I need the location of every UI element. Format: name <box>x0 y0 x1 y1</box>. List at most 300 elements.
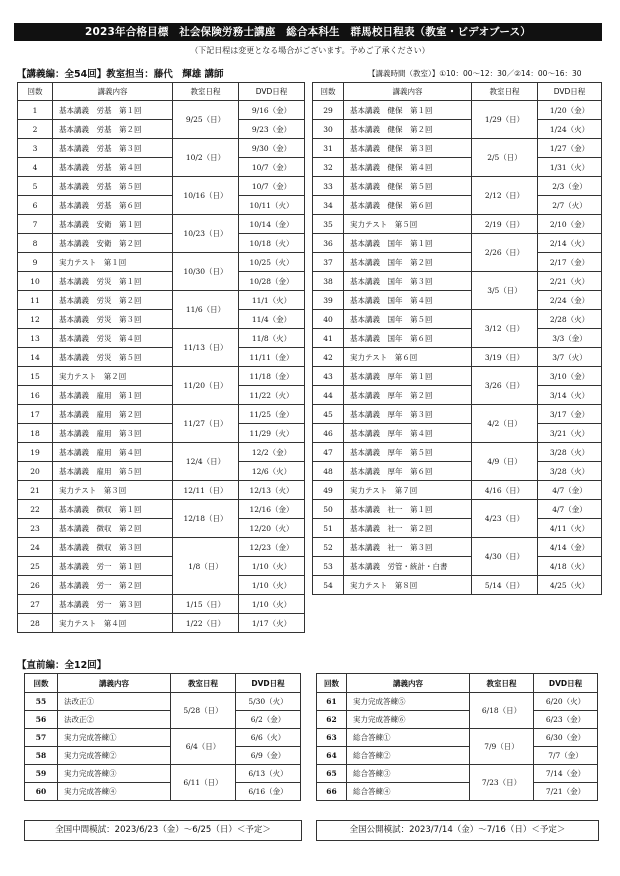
session-number: 58 <box>25 747 58 765</box>
session-number: 38 <box>313 272 344 291</box>
session-number: 33 <box>313 177 344 196</box>
session-number: 52 <box>313 538 344 557</box>
schedule-row <box>18 253 305 272</box>
dvd-date: 12/6（火） <box>239 462 305 481</box>
header-dvd-date: DVD日程 <box>534 674 598 693</box>
lecture-content: 基本講義 雇用 第５回 <box>53 462 173 481</box>
dvd-date: 1/31（火） <box>538 158 602 177</box>
header-number: 回数 <box>317 674 347 693</box>
schedule-row <box>18 595 305 614</box>
session-number: 47 <box>313 443 344 462</box>
dvd-date: 9/23（金） <box>239 120 305 139</box>
schedule-row <box>313 101 602 120</box>
session-number: 51 <box>313 519 344 538</box>
lecture-content: 実力テスト 第７回 <box>344 481 472 500</box>
dvd-date: 11/1（火） <box>239 291 305 310</box>
session-number: 40 <box>313 310 344 329</box>
schedule-row <box>313 272 602 291</box>
session-number: 46 <box>313 424 344 443</box>
dvd-date: 6/30（金） <box>534 729 598 747</box>
dvd-date: 10/18（火） <box>239 234 305 253</box>
session-number: 55 <box>25 693 58 711</box>
dvd-date: 11/18（金） <box>239 367 305 386</box>
schedule-row <box>18 196 305 215</box>
lecture-content: 基本講義 国年 第４回 <box>344 291 472 310</box>
dvd-date: 3/28（火） <box>538 443 602 462</box>
classroom-date: 5/14（日） <box>472 576 538 595</box>
session-number: 28 <box>18 614 53 633</box>
dvd-date: 11/8（火） <box>239 329 305 348</box>
session-number: 59 <box>25 765 58 783</box>
schedule-row <box>313 310 602 329</box>
dvd-date: 6/9（金） <box>236 747 301 765</box>
classroom-date: 10/30（日） <box>173 253 239 291</box>
pre-exam-table-right <box>316 673 598 801</box>
dvd-date: 12/16（金） <box>239 500 305 519</box>
lecture-content: 基本講義 労基 第４回 <box>53 158 173 177</box>
dvd-date: 10/28（金） <box>239 272 305 291</box>
schedule-row <box>313 196 602 215</box>
session-number: 29 <box>313 101 344 120</box>
schedule-row <box>18 348 305 367</box>
header-dvd-date: DVD日程 <box>236 674 301 693</box>
session-number: 32 <box>313 158 344 177</box>
dvd-date: 1/17（火） <box>239 614 305 633</box>
schedule-row <box>313 367 602 386</box>
page-title: 2023年合格目標 社会保険労務士講座 総合本科生 群馬校日程表（教室・ビデオブース） <box>14 23 602 41</box>
lecture-content: 実力完成答練⑤ <box>347 693 470 711</box>
dvd-date: 12/2（金） <box>239 443 305 462</box>
schedule-row <box>18 462 305 481</box>
session-number: 11 <box>18 291 53 310</box>
schedule-row <box>25 747 301 765</box>
schedule-row <box>18 272 305 291</box>
classroom-date: 12/11（日） <box>173 481 239 500</box>
dvd-date: 3/14（火） <box>538 386 602 405</box>
session-number: 26 <box>18 576 53 595</box>
schedule-row <box>18 329 305 348</box>
classroom-date: 7/9（日） <box>470 729 534 765</box>
lecture-content: 基本講義 雇用 第３回 <box>53 424 173 443</box>
lecture-content: 基本講義 国年 第５回 <box>344 310 472 329</box>
session-number: 50 <box>313 500 344 519</box>
dvd-date: 3/3（金） <box>538 329 602 348</box>
schedule-row <box>313 158 602 177</box>
lecture-content: 基本講義 雇用 第４回 <box>53 443 173 462</box>
schedule-row <box>313 557 602 576</box>
classroom-date: 5/28（日） <box>171 693 236 729</box>
lecture-content: 基本講義 労一 第１回 <box>53 557 173 576</box>
lecture-content: 基本講義 労災 第２回 <box>53 291 173 310</box>
classroom-date: 11/13（日） <box>173 329 239 367</box>
session-number: 61 <box>317 693 347 711</box>
classroom-date: 3/5（日） <box>472 272 538 310</box>
pre-exam-section-heading: 【直前編：全12回】 <box>17 660 107 671</box>
lecture-content: 実力完成答練③ <box>58 765 171 783</box>
session-number: 1 <box>18 101 53 120</box>
schedule-row <box>313 405 602 424</box>
lecture-content: 基本講義 労基 第２回 <box>53 120 173 139</box>
dvd-date: 4/7（金） <box>538 500 602 519</box>
dvd-date: 4/11（火） <box>538 519 602 538</box>
schedule-row <box>25 729 301 747</box>
session-number: 8 <box>18 234 53 253</box>
session-number: 10 <box>18 272 53 291</box>
dvd-date: 12/20（火） <box>239 519 305 538</box>
lecture-content: 基本講義 徴収 第３回 <box>53 538 173 557</box>
schedule-row <box>317 711 598 729</box>
header-classroom-date: 教室日程 <box>173 83 239 101</box>
dvd-date: 4/7（金） <box>538 481 602 500</box>
dvd-date: 3/7（火） <box>538 348 602 367</box>
session-number: 25 <box>18 557 53 576</box>
session-number: 48 <box>313 462 344 481</box>
classroom-date: 12/18（日） <box>173 500 239 538</box>
classroom-date: 4/16（日） <box>472 481 538 500</box>
schedule-row <box>313 424 602 443</box>
header-number: 回数 <box>25 674 58 693</box>
lecture-content: 基本講義 健保 第６回 <box>344 196 472 215</box>
national-midterm-mock-exam: 全国中間模試：2023/6/23（金）～6/25（日）＜予定＞ <box>24 820 302 841</box>
lecture-content: 実力完成答練⑥ <box>347 711 470 729</box>
dvd-date: 9/30（金） <box>239 139 305 158</box>
schedule-row <box>18 215 305 234</box>
session-number: 66 <box>317 783 347 801</box>
schedule-row <box>18 538 305 557</box>
session-number: 53 <box>313 557 344 576</box>
header-content: 講義内容 <box>347 674 470 693</box>
schedule-row <box>18 177 305 196</box>
schedule-row <box>18 405 305 424</box>
lecture-content: 基本講義 雇用 第２回 <box>53 405 173 424</box>
session-number: 41 <box>313 329 344 348</box>
header-classroom-date: 教室日程 <box>472 83 538 101</box>
schedule-row <box>313 329 602 348</box>
dvd-date: 1/10（火） <box>239 595 305 614</box>
classroom-date: 2/26（日） <box>472 234 538 272</box>
lecture-content: 実力完成答練① <box>58 729 171 747</box>
schedule-row <box>313 538 602 557</box>
dvd-date: 10/14（金） <box>239 215 305 234</box>
lecture-content: 基本講義 徴収 第１回 <box>53 500 173 519</box>
dvd-date: 9/16（金） <box>239 101 305 120</box>
dvd-date: 3/17（金） <box>538 405 602 424</box>
dvd-date: 11/4（金） <box>239 310 305 329</box>
schedule-row <box>18 367 305 386</box>
lecture-content: 基本講義 国年 第２回 <box>344 253 472 272</box>
national-public-mock-exam: 全国公開模試：2023/7/14（金）～7/16（日）＜予定＞ <box>316 820 599 841</box>
schedule-row <box>313 253 602 272</box>
dvd-date: 6/16（金） <box>236 783 301 801</box>
session-number: 21 <box>18 481 53 500</box>
session-number: 34 <box>313 196 344 215</box>
session-number: 5 <box>18 177 53 196</box>
classroom-date: 11/6（日） <box>173 291 239 329</box>
dvd-date: 1/20（金） <box>538 101 602 120</box>
schedule-row <box>18 120 305 139</box>
lecture-content: 基本講義 社一 第２回 <box>344 519 472 538</box>
schedule-row <box>313 500 602 519</box>
schedule-row <box>313 443 602 462</box>
session-number: 39 <box>313 291 344 310</box>
classroom-date: 4/2（日） <box>472 405 538 443</box>
classroom-date: 6/4（日） <box>171 729 236 765</box>
schedule-row <box>18 139 305 158</box>
lecture-content: 基本講義 健保 第２回 <box>344 120 472 139</box>
schedule-row <box>18 424 305 443</box>
header-content: 講義内容 <box>58 674 171 693</box>
session-number: 56 <box>25 711 58 729</box>
session-number: 65 <box>317 765 347 783</box>
lecture-content: 基本講義 国年 第３回 <box>344 272 472 291</box>
classroom-date: 2/19（日） <box>472 215 538 234</box>
dvd-date: 6/20（火） <box>534 693 598 711</box>
session-number: 9 <box>18 253 53 272</box>
lecture-content: 法改正② <box>58 711 171 729</box>
schedule-row <box>317 729 598 747</box>
dvd-date: 6/13（火） <box>236 765 301 783</box>
schedule-row <box>18 443 305 462</box>
classroom-date: 1/8（日） <box>173 538 239 595</box>
schedule-row <box>317 747 598 765</box>
lecture-content: 基本講義 労災 第３回 <box>53 310 173 329</box>
lecture-content: 基本講義 国年 第１回 <box>344 234 472 253</box>
session-number: 18 <box>18 424 53 443</box>
schedule-row <box>18 158 305 177</box>
classroom-date: 11/20（日） <box>173 367 239 405</box>
dvd-date: 2/24（金） <box>538 291 602 310</box>
classroom-date: 6/18（日） <box>470 693 534 729</box>
dvd-date: 4/25（火） <box>538 576 602 595</box>
header-number: 回数 <box>313 83 344 101</box>
lecture-content: 基本講義 健保 第４回 <box>344 158 472 177</box>
lecture-content: 基本講義 厚年 第１回 <box>344 367 472 386</box>
session-number: 63 <box>317 729 347 747</box>
schedule-row <box>18 310 305 329</box>
dvd-date: 6/6（火） <box>236 729 301 747</box>
classroom-date: 10/2（日） <box>173 139 239 177</box>
lecture-content: 基本講義 労災 第５回 <box>53 348 173 367</box>
dvd-date: 2/7（火） <box>538 196 602 215</box>
schedule-row <box>18 519 305 538</box>
lecture-content: 基本講義 徴収 第２回 <box>53 519 173 538</box>
dvd-date: 2/17（金） <box>538 253 602 272</box>
session-number: 19 <box>18 443 53 462</box>
dvd-date: 5/30（火） <box>236 693 301 711</box>
lecture-content: 基本講義 労基 第３回 <box>53 139 173 158</box>
dvd-date: 10/7（金） <box>239 177 305 196</box>
lecture-content: 実力テスト 第３回 <box>53 481 173 500</box>
header-dvd-date: DVD日程 <box>239 83 305 101</box>
schedule-row <box>317 765 598 783</box>
lecture-content: 実力テスト 第５回 <box>344 215 472 234</box>
lecture-content: 基本講義 労一 第３回 <box>53 595 173 614</box>
schedule-row <box>18 234 305 253</box>
header-classroom-date: 教室日程 <box>171 674 236 693</box>
dvd-date: 4/14（金） <box>538 538 602 557</box>
lecture-content: 基本講義 労災 第４回 <box>53 329 173 348</box>
session-number: 36 <box>313 234 344 253</box>
dvd-date: 1/24（火） <box>538 120 602 139</box>
schedule-row <box>313 139 602 158</box>
session-number: 16 <box>18 386 53 405</box>
lecture-time-note: 【講義時間（教室）】①10：00～12：30／②14：00～16：30 <box>368 69 582 78</box>
classroom-date: 6/11（日） <box>171 765 236 801</box>
lecture-content: 基本講義 安衛 第１回 <box>53 215 173 234</box>
schedule-row <box>25 783 301 801</box>
session-number: 23 <box>18 519 53 538</box>
dvd-date: 10/11（火） <box>239 196 305 215</box>
session-number: 35 <box>313 215 344 234</box>
lecture-content: 基本講義 健保 第５回 <box>344 177 472 196</box>
header-content: 講義内容 <box>344 83 472 101</box>
dvd-date: 10/25（火） <box>239 253 305 272</box>
lecture-content: 実力テスト 第４回 <box>53 614 173 633</box>
dvd-date: 2/21（火） <box>538 272 602 291</box>
session-number: 2 <box>18 120 53 139</box>
dvd-date: 2/14（火） <box>538 234 602 253</box>
lecture-content: 実力テスト 第６回 <box>344 348 472 367</box>
dvd-date: 11/22（火） <box>239 386 305 405</box>
dvd-date: 7/7（金） <box>534 747 598 765</box>
schedule-row <box>313 291 602 310</box>
classroom-date: 2/5（日） <box>472 139 538 177</box>
lecture-content: 基本講義 健保 第１回 <box>344 101 472 120</box>
session-number: 13 <box>18 329 53 348</box>
schedule-row <box>18 614 305 633</box>
lecture-content: 実力完成答練④ <box>58 783 171 801</box>
lecture-content: 実力テスト 第８回 <box>344 576 472 595</box>
dvd-date: 11/29（火） <box>239 424 305 443</box>
classroom-date: 11/27（日） <box>173 405 239 443</box>
dvd-date: 3/21（火） <box>538 424 602 443</box>
header-number: 回数 <box>18 83 53 101</box>
dvd-date: 3/28（火） <box>538 462 602 481</box>
lecture-content: 基本講義 国年 第６回 <box>344 329 472 348</box>
classroom-date: 3/12（日） <box>472 310 538 348</box>
lecture-content: 総合答練② <box>347 747 470 765</box>
lecture-content: 総合答練④ <box>347 783 470 801</box>
dvd-date: 2/3（金） <box>538 177 602 196</box>
session-number: 42 <box>313 348 344 367</box>
dvd-date: 11/11（金） <box>239 348 305 367</box>
session-number: 3 <box>18 139 53 158</box>
lecture-schedule-table-right <box>312 82 602 595</box>
classroom-date: 1/22（日） <box>173 614 239 633</box>
lecture-content: 総合答練③ <box>347 765 470 783</box>
classroom-date: 9/25（日） <box>173 101 239 139</box>
classroom-date: 3/26（日） <box>472 367 538 405</box>
pre-exam-table-left <box>24 673 301 801</box>
header-classroom-date: 教室日程 <box>470 674 534 693</box>
session-number: 54 <box>313 576 344 595</box>
schedule-row <box>313 462 602 481</box>
lecture-content: 基本講義 労災 第１回 <box>53 272 173 291</box>
lecture-content: 基本講義 労管・統計・白書 <box>344 557 472 576</box>
session-number: 45 <box>313 405 344 424</box>
dvd-date: 6/2（金） <box>236 711 301 729</box>
classroom-date: 1/29（日） <box>472 101 538 139</box>
dvd-date: 1/10（火） <box>239 557 305 576</box>
lecture-content: 基本講義 厚年 第３回 <box>344 405 472 424</box>
dvd-date: 10/7（金） <box>239 158 305 177</box>
classroom-date: 3/19（日） <box>472 348 538 367</box>
lecture-content: 実力テスト 第１回 <box>53 253 173 272</box>
dvd-date: 12/13（火） <box>239 481 305 500</box>
session-number: 27 <box>18 595 53 614</box>
session-number: 57 <box>25 729 58 747</box>
lecture-content: 実力完成答練② <box>58 747 171 765</box>
dvd-date: 1/27（金） <box>538 139 602 158</box>
dvd-date: 12/23（金） <box>239 538 305 557</box>
schedule-row <box>25 711 301 729</box>
schedule-row <box>18 481 305 500</box>
schedule-row <box>313 120 602 139</box>
schedule-row <box>317 783 598 801</box>
classroom-date: 4/30（日） <box>472 538 538 576</box>
lecture-content: 基本講義 労基 第５回 <box>53 177 173 196</box>
dvd-date: 6/23（金） <box>534 711 598 729</box>
session-number: 24 <box>18 538 53 557</box>
lecture-content: 基本講義 社一 第１回 <box>344 500 472 519</box>
lecture-content: 実力テスト 第２回 <box>53 367 173 386</box>
session-number: 14 <box>18 348 53 367</box>
lecture-content: 基本講義 安衛 第２回 <box>53 234 173 253</box>
schedule-row <box>313 386 602 405</box>
lecture-content: 基本講義 厚年 第５回 <box>344 443 472 462</box>
session-number: 4 <box>18 158 53 177</box>
lecture-content: 基本講義 厚年 第６回 <box>344 462 472 481</box>
dvd-date: 11/25（金） <box>239 405 305 424</box>
lecture-content: 基本講義 労基 第１回 <box>53 101 173 120</box>
dvd-date: 2/10（金） <box>538 215 602 234</box>
header-dvd-date: DVD日程 <box>538 83 602 101</box>
schedule-row <box>313 519 602 538</box>
classroom-date: 12/4（日） <box>173 443 239 481</box>
schedule-row <box>313 234 602 253</box>
schedule-row <box>18 386 305 405</box>
lecture-schedule-table-left <box>17 82 305 633</box>
session-number: 15 <box>18 367 53 386</box>
lecture-content: 基本講義 厚年 第２回 <box>344 386 472 405</box>
session-number: 22 <box>18 500 53 519</box>
lecture-content: 基本講義 労一 第２回 <box>53 576 173 595</box>
session-number: 7 <box>18 215 53 234</box>
schedule-row <box>18 500 305 519</box>
schedule-row <box>25 693 301 711</box>
session-number: 44 <box>313 386 344 405</box>
schedule-change-note: （下記日程は変更となる場合がございます。予めご了承ください） <box>190 46 430 55</box>
schedule-row <box>313 576 602 595</box>
session-number: 62 <box>317 711 347 729</box>
session-number: 43 <box>313 367 344 386</box>
session-number: 64 <box>317 747 347 765</box>
lecture-content: 基本講義 労基 第６回 <box>53 196 173 215</box>
schedule-row <box>18 101 305 120</box>
session-number: 6 <box>18 196 53 215</box>
session-number: 31 <box>313 139 344 158</box>
schedule-row <box>18 557 305 576</box>
schedule-row <box>313 177 602 196</box>
dvd-date: 2/28（火） <box>538 310 602 329</box>
lecture-content: 基本講義 雇用 第１回 <box>53 386 173 405</box>
dvd-date: 3/10（金） <box>538 367 602 386</box>
session-number: 37 <box>313 253 344 272</box>
lecture-content: 基本講義 健保 第３回 <box>344 139 472 158</box>
classroom-date: 1/15（日） <box>173 595 239 614</box>
dvd-date: 4/18（火） <box>538 557 602 576</box>
session-number: 30 <box>313 120 344 139</box>
